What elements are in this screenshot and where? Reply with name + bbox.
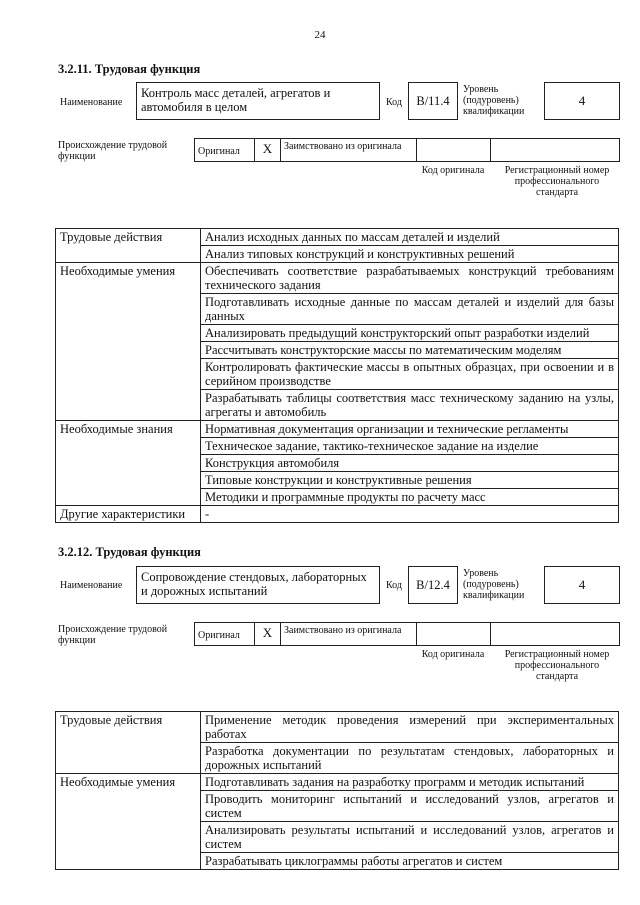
- original-mark-cell: [255, 623, 281, 645]
- reg-number-cell: [491, 139, 619, 161]
- level-value: 4: [578, 93, 586, 108]
- table-cell: Проводить мониторинг испытаний и исследований узлов, агрегатов и систем: [201, 791, 619, 822]
- table-row: [56, 506, 619, 523]
- name-label: Наименование: [60, 97, 123, 108]
- row-group-header: Трудовые действия: [56, 229, 201, 263]
- function-name-box: [136, 566, 380, 604]
- original-mark: X: [262, 141, 273, 156]
- reg-number-cell: [491, 623, 619, 645]
- origin-label: Происхождение трудовой функции: [58, 140, 168, 162]
- table-cell: Разрабатывать таблицы соответствия масс техническому заданию на узлы, агрегаты и автомобиль: [201, 390, 619, 421]
- code-box: [408, 82, 458, 120]
- table-cell: Анализ исходных данных по массам деталей и изделий: [201, 229, 619, 246]
- reg-number-caption: Регистрационный номер профессионального стандарта: [504, 649, 610, 682]
- function-name-box: [136, 82, 380, 120]
- row-group-header: Необходимые умения: [56, 263, 201, 421]
- row-group-header: Необходимые умения: [56, 774, 201, 870]
- table-cell: Рассчитывать конструкторские массы по математическим моделям: [201, 342, 619, 359]
- original-cell: [195, 139, 255, 161]
- function-name: Сопровождение стендовых, лабораторных и дорожных испытаний: [141, 570, 367, 598]
- table-row: [56, 712, 619, 743]
- origin-label: Происхождение трудовой функции: [58, 624, 168, 646]
- table-cell: Подготавливать задания на разработку программ и методик испытаний: [201, 774, 619, 791]
- function-table: [55, 228, 619, 523]
- table-cell: Анализировать результаты испытаний и исследований узлов, агрегатов и систем: [201, 822, 619, 853]
- section-title: 3.2.11. Трудовая функция: [58, 62, 201, 76]
- original-mark: X: [262, 625, 273, 640]
- code-of-original-cell: [417, 623, 491, 645]
- reg-number-caption: Регистрационный номер профессионального стандарта: [504, 165, 610, 198]
- code-of-original-caption: Код оригинала: [421, 165, 485, 176]
- code-label: Код: [386, 580, 402, 591]
- name-label: Наименование: [60, 580, 123, 591]
- code-label: Код: [386, 97, 402, 108]
- origin-row: [194, 622, 620, 646]
- table-row: [56, 263, 619, 294]
- table-cell: Контролировать фактические массы в опытных образцах, при освоении и в серийном производстве: [201, 359, 619, 390]
- row-group-header: Другие характеристики: [56, 506, 201, 523]
- table-cell: Разрабатывать циклограммы работы агрегатов и систем: [201, 853, 619, 870]
- origin-row: [194, 138, 620, 162]
- borrowed-label: Заимствовано из оригинала: [284, 625, 402, 636]
- level-value: 4: [578, 577, 586, 592]
- table-cell: Конструкция автомобиля: [201, 455, 619, 472]
- table-cell: Подготавливать исходные данные по массам деталей и изделий для базы данных: [201, 294, 619, 325]
- table-cell: Обеспечивать соответствие разрабатываемых конструкций требованиям технического задания: [201, 263, 619, 294]
- row-group-header: Трудовые действия: [56, 712, 201, 774]
- table-cell: Анализировать предыдущий конструкторский опыт разработки изделий: [201, 325, 619, 342]
- level-box: [544, 566, 620, 604]
- table-row: [56, 229, 619, 246]
- table-cell: Анализ типовых конструкций и конструктивных решений: [201, 246, 619, 263]
- borrowed-label: Заимствовано из оригинала: [284, 141, 402, 152]
- table-cell: Методики и программные продукты по расчету масс: [201, 489, 619, 506]
- table-cell: -: [201, 506, 619, 523]
- table-row: [56, 774, 619, 791]
- page-number: 24: [314, 29, 326, 41]
- table-cell: Разработка документации по результатам стендовых, лабораторных и дорожных испытаний: [201, 743, 619, 774]
- table-cell: Применение методик проведения измерений при экспериментальных работах: [201, 712, 619, 743]
- table-row: [56, 421, 619, 438]
- function-table: [55, 711, 619, 870]
- table-cell: Типовые конструкции и конструктивные решения: [201, 472, 619, 489]
- level-label: Уровень (подуровень) квалификации: [463, 568, 525, 601]
- code-box: [408, 566, 458, 604]
- borrowed-cell: [281, 623, 417, 645]
- code-value: B/12.4: [416, 577, 450, 592]
- row-group-header: Необходимые знания: [56, 421, 201, 506]
- level-box: [544, 82, 620, 120]
- code-of-original-cell: [417, 139, 491, 161]
- original-label: Оригинал: [198, 146, 240, 157]
- code-of-original-caption: Код оригинала: [421, 649, 485, 660]
- level-label: Уровень (подуровень) квалификации: [463, 84, 525, 117]
- code-value: B/11.4: [416, 93, 450, 108]
- section-title: 3.2.12. Трудовая функция: [58, 545, 201, 559]
- table-cell: Нормативная документация организации и технические регламенты: [201, 421, 619, 438]
- table-cell: Техническое задание, тактико-техническое задание на изделие: [201, 438, 619, 455]
- original-label: Оригинал: [198, 630, 240, 641]
- function-name: Контроль масс деталей, агрегатов и автомобиля в целом: [141, 86, 331, 114]
- original-cell: [195, 623, 255, 645]
- borrowed-cell: [281, 139, 417, 161]
- original-mark-cell: [255, 139, 281, 161]
